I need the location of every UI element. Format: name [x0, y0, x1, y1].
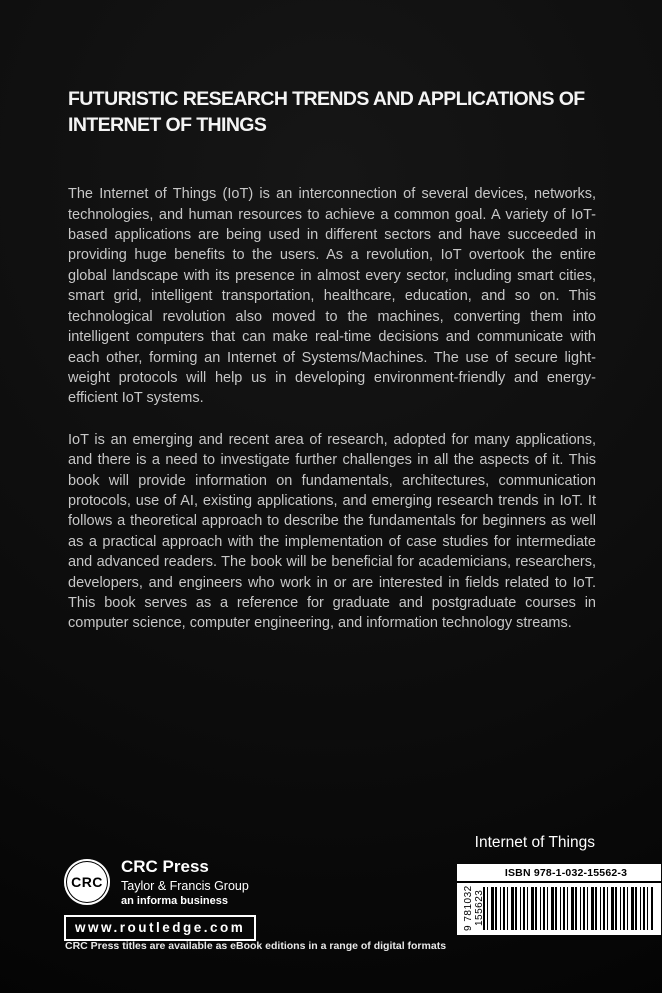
publisher-logo-row — [64, 858, 256, 907]
series-label: Internet of Things — [474, 834, 595, 851]
synopsis-paragraph-1: The Internet of Things (IoT) is an interconnection of several devices, networks, technologies, and human resources to achieve a common goal. A variety of IoT-based applications are being used in different sectors and have succeeded in providing huge benefits to the users. As a revolution, IoT overtook the entire global landscape with its presence in almost every sector, including smart cities, smart grid, intelligent transportation, healthcare, education, and so on. This technological revolution also moved to the machines, converting them into intelligent computers that can make real-time decisions and communicate with each other, forming an Internet of Systems/Machines. The use of secure light-weight protocols will help us in developing environment-friendly and energy-efficient IoT systems. — [68, 186, 596, 407]
publisher-group: Taylor & Francis Group — [121, 878, 249, 893]
publisher-website: www.routledge.com — [64, 915, 256, 941]
ebook-availability-note: CRC Press titles are available as eBook editions in a range of digital formats — [65, 940, 447, 952]
barcode-number: 9 781032 155623 — [463, 885, 485, 931]
book-title-line2: INTERNET OF THINGS — [68, 114, 267, 137]
publisher-block — [64, 858, 256, 941]
crc-logo-text: CRC — [71, 874, 103, 891]
book-title — [68, 86, 596, 138]
crc-logo-icon — [64, 859, 110, 905]
publisher-text — [121, 858, 249, 907]
barcode-icon — [483, 887, 653, 930]
publisher-tagline: an informa business — [121, 894, 228, 907]
barcode-panel — [457, 864, 661, 935]
book-title-line1: FUTURISTIC RESEARCH TRENDS AND APPLICATIONS OF — [68, 88, 585, 110]
cover-text-block — [68, 86, 596, 655]
publisher-name: CRC Press — [121, 857, 209, 876]
isbn-label: ISBN 978-1-032-15562-3 — [457, 864, 661, 883]
synopsis-paragraph-2: IoT is an emerging and recent area of research, adopted for many applications, and there is a need to investigate further challenges in all the aspects of it. This book will provide information on fundamentals, architectures, communication protocols, use of AI, existing applications, and emerging research trends in IoT. It follows a theoretical approach to describe the fundamentals for beginners as well as a practical approach with the implementation of case studies for intermediate and advanced readers. The book will be beneficial for academicians, researchers, developers, and engineers who work in or are interested in fields related to IoT. This book serves as a reference for graduate and postgraduate courses in computer science, computer engineering, and information technology streams. — [68, 431, 596, 632]
